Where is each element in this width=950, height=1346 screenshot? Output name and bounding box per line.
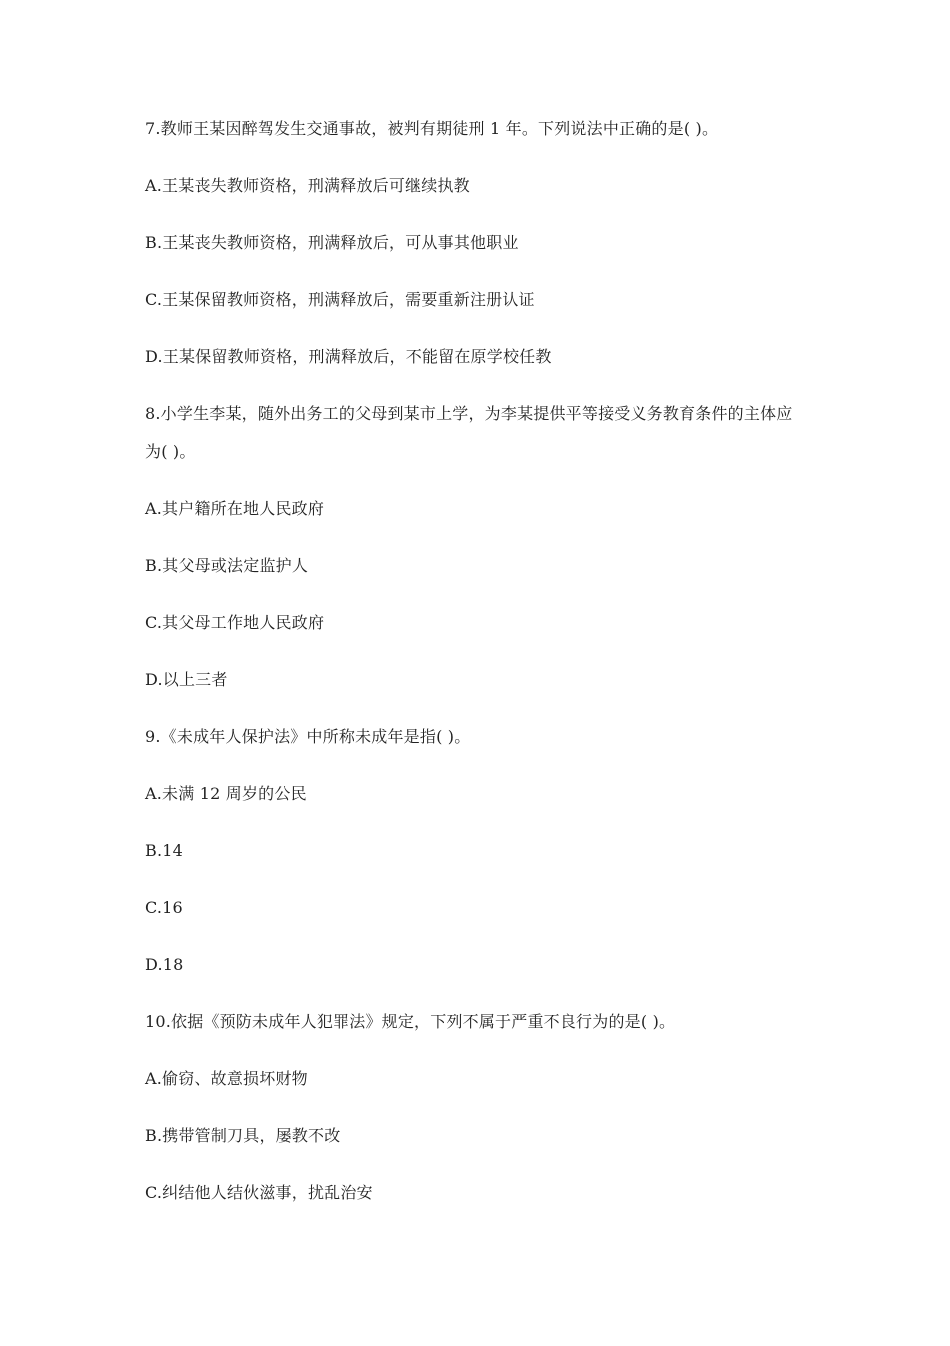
question-8-stem-line2: 为( )。 xyxy=(145,442,196,461)
question-8-option-d: D.以上三者 xyxy=(145,670,228,689)
question-10-option-c: C.纠结他人结伙滋事，扰乱治安 xyxy=(145,1183,373,1202)
question-10-option-b: B.携带管制刀具，屡教不改 xyxy=(145,1126,341,1145)
question-10-stem: 10.依据《预防未成年人犯罪法》规定，下列不属于严重不良行为的是( )。 xyxy=(145,1012,676,1031)
question-9-option-b: B.14 xyxy=(145,841,184,860)
question-9-option-d: D.18 xyxy=(145,955,184,974)
question-8-option-c: C.其父母工作地人民政府 xyxy=(145,613,325,632)
question-7-option-a: A.王某丧失教师资格，刑满释放后可继续执教 xyxy=(145,176,470,195)
question-8-option-a: A.其户籍所在地人民政府 xyxy=(145,499,325,518)
question-8-stem-line1: 8.小学生李某，随外出务工的父母到某市上学，为李某提供平等接受义务教育条件的主体应 xyxy=(145,404,793,423)
question-7-option-d: D.王某保留教师资格，刑满释放后，不能留在原学校任教 xyxy=(145,347,552,366)
question-10-option-a: A.偷窃、故意损坏财物 xyxy=(145,1069,308,1088)
question-9-option-a: A.未满 12 周岁的公民 xyxy=(145,784,307,803)
question-9-option-c: C.16 xyxy=(145,898,183,917)
question-7-option-b: B.王某丧失教师资格，刑满释放后，可从事其他职业 xyxy=(145,233,519,252)
question-9-stem: 9.《未成年人保护法》中所称未成年是指( )。 xyxy=(145,727,471,746)
question-7-option-c: C.王某保留教师资格，刑满释放后，需要重新注册认证 xyxy=(145,290,535,309)
question-8-option-b: B.其父母或法定监护人 xyxy=(145,556,309,575)
question-7-stem: 7.教师王某因醉驾发生交通事故，被判有期徒刑 1 年。下列说法中正确的是( )。 xyxy=(145,119,719,138)
